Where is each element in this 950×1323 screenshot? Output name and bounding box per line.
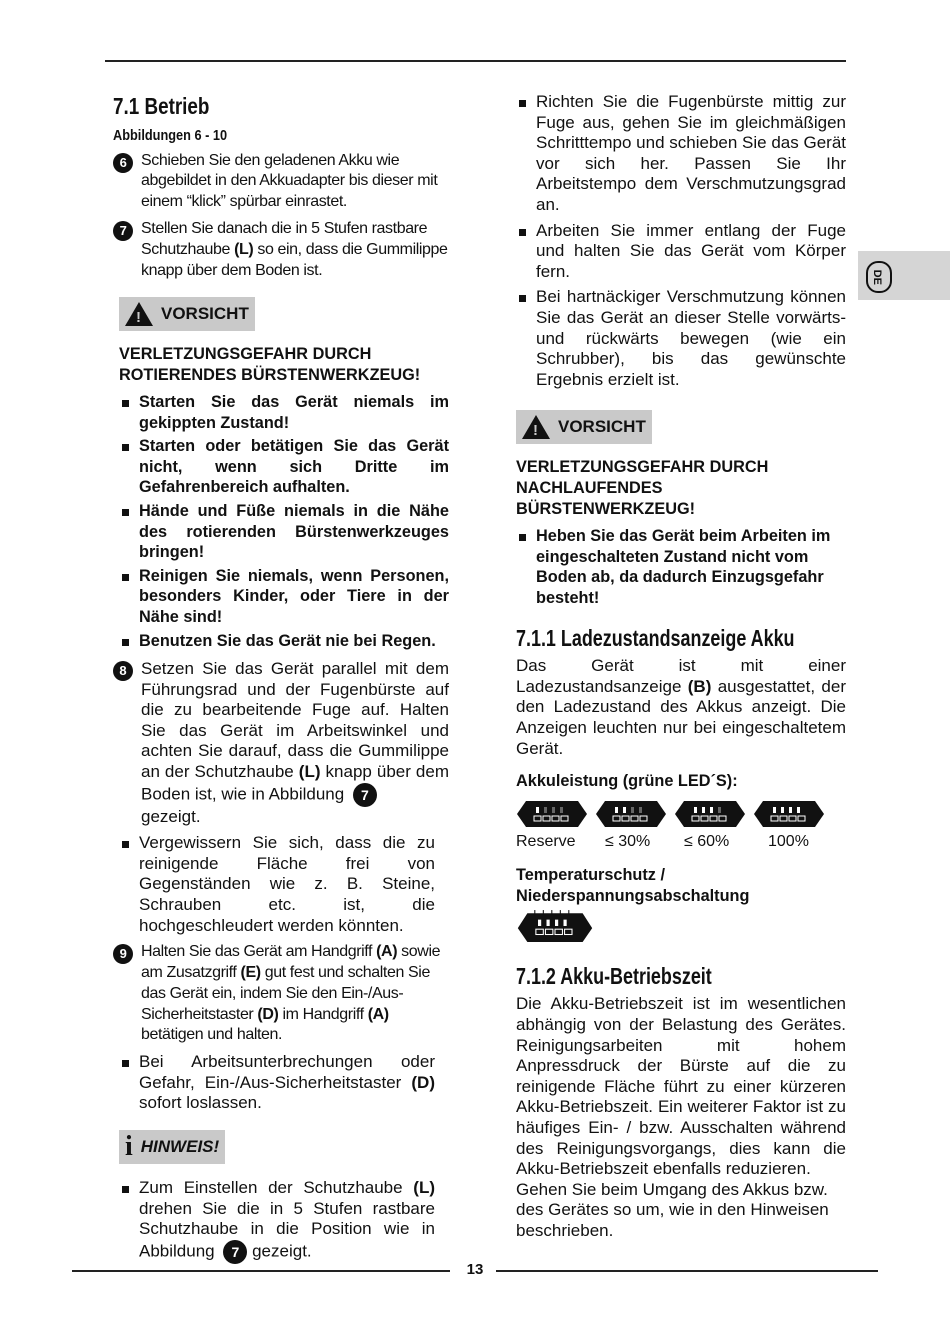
top-rule	[105, 60, 846, 62]
section-heading: 7.1 Betrieb	[113, 93, 210, 119]
warning-title: VERLETZUNGSGEFAHR DURCH ROTIERENDES BÜRSTENWERKZEUG!	[119, 344, 421, 384]
step-text: Halten Sie das Gerät am Handgriff (A) sowie am Zusatzgriff (E) gut fest und schalten Sie das Gerät ein, indem Sie den Ein-/Aus-Sicherheitstaster (D) im Handgriff (A) betätigen und halten.	[141, 943, 441, 1044]
list-item: Heben Sie das Gerät beim Arbeiten im eingeschalteten Zustand nicht vom Boden ab, da dadurch Einzugsgefahr besteht!	[516, 526, 846, 608]
battery-label-60: ≤ 60%	[684, 833, 730, 851]
battery-title: Akkuleistung (grüne LED´S):	[516, 772, 738, 791]
temperature-warning-indicator-icon	[516, 909, 594, 943]
list-item: Benutzen Sie das Gerät nie bei Regen.	[119, 631, 449, 652]
step-9	[113, 942, 449, 1046]
step-number: 8	[113, 661, 133, 681]
list-item: Bei hartnäckiger Verschmutzung können Sie das Gerät an dieser Stelle vorwärts- und rückwärts bewegen (wie ein Schrubber), bis das gewünschte Ergebnis erzielt ist.	[516, 287, 846, 390]
warning-label: VORSICHT	[161, 304, 249, 324]
warning-icon: !	[522, 415, 550, 439]
warning-list	[516, 526, 846, 608]
list-item: Zum Einstellen der Schutzhaube (L) drehen Sie die in 5 Stufen rastbare Schutzhaube in die Position wie in Abbildung 7 gezeigt.	[119, 1178, 435, 1264]
warning-list	[119, 392, 449, 651]
list-item: Arbeiten Sie immer entlang der Fuge und halten Sie das Gerät vom Körper fern.	[516, 221, 846, 283]
step-7	[113, 219, 449, 281]
list-item: Hände und Füße niemals in die Nähe des rotierenden Bürstenwerkzeuges bringen!	[119, 501, 449, 563]
battery-indicator-60-icon	[674, 800, 746, 828]
step-text: Schieben Sie den geladenen Akku wie abgebildet in den Akkuadapter bis dieser mit einem “klick” spürbar einrastet.	[141, 151, 438, 211]
warning-icon: !	[125, 302, 153, 326]
list-item: Reinigen Sie niemals, wenn Personen, besonders Kinder, oder Tiere in der Nähe sind!	[119, 566, 449, 628]
step-number: 7	[113, 221, 133, 241]
note-box	[119, 1130, 225, 1164]
battery-labels	[516, 832, 846, 853]
battery-indicator-100-icon	[753, 800, 825, 828]
step-number: 9	[113, 944, 133, 964]
info-icon: i	[125, 1130, 133, 1162]
list-item: Bei Arbeitsunterbrechungen oder Gefahr, Ein-/Aus-Sicherheitstaster (D) sofort loslassen.	[119, 1052, 435, 1114]
step-8	[113, 659, 449, 827]
left-column	[113, 92, 449, 1264]
warning-label: VORSICHT	[558, 417, 646, 437]
warning-title: VERLETZUNGSGEFAHR DURCH NACHLAUFENDES BÜRSTENWERKZEUG!	[516, 457, 769, 518]
footer-rule-right	[496, 1270, 878, 1272]
language-tab	[858, 251, 950, 300]
right-column	[516, 92, 846, 1242]
list-item: Starten Sie das Gerät niemals im gekippten Zustand!	[119, 392, 449, 433]
battery-indicator-reserve-icon	[516, 800, 588, 828]
figure-ref-badge: 7	[353, 783, 377, 807]
step-text: Setzen Sie das Gerät parallel mit dem Führungsrad und der Fugenbürste auf die zu bearbeitende Fuge auf. Halten Sie das Gerät im Arbeitswinkel und achten Sie darauf, dass die Gummilippe an der Schutzhaube (L) knapp über dem Boden ist, wie in Abbildung 7 gezeigt.	[141, 659, 449, 826]
list-item: Starten oder betätigen Sie das Gerät nicht, wenn sich Dritte im Gefahrenbereich aufhalten.	[119, 436, 449, 498]
list-item: Vergewissern Sie sich, dass die zu reinigende Fläche frei von Gegenständen wie z. B. Steine, Schrauben etc. ist, die hochgeschleudert werden könnten.	[119, 833, 435, 936]
step-6	[113, 151, 449, 213]
list-item: Richten Sie die Fugenbürste mittig zur Fuge aus, gehen Sie im gleichmäßigen Schritttempo und schieben Sie das Gerät vor sich her. Passen Sie Ihr Arbeitstempo dem Verschmutzungsgrad an.	[516, 92, 846, 216]
warning-box	[119, 297, 255, 331]
footer-rule-left	[72, 1270, 450, 1272]
temperature-title: Temperaturschutz / Niederspannungsabschaltung	[516, 865, 750, 905]
figures-reference: Abbildungen 6 - 10	[113, 127, 228, 144]
paragraph: Die Akku-Betriebszeit ist im wesentlichen abhängig von der Belastung des Gerätes. Reinigungsarbeiten mit hohem Anpressdruck der Bürste auf die zu reinigende Fläche führt zu einer kürzeren Akku-Betriebszeit. Ein weiterer Faktor ist zu häufiges Ein- / bzw. Ausschalten während des Reinigungsvorgangs, dies kann die Akku-Betriebszeit ebenfalls reduzieren.	[516, 994, 846, 1179]
figure-ref-badge: 7	[223, 1240, 247, 1264]
battery-label-100: 100%	[768, 833, 809, 851]
note-label: HINWEIS!	[140, 1136, 220, 1156]
battery-indicators	[516, 800, 846, 828]
warning-box	[516, 410, 652, 444]
subsection-heading: 7.1.2 Akku-Betriebszeit	[516, 963, 712, 990]
page-number: 13	[466, 1261, 484, 1278]
step-text: Stellen Sie danach die in 5 Stufen rastbare Schutzhaube (L) so ein, dass die Gummilippe knapp über dem Boden ist.	[141, 219, 448, 279]
battery-indicator-30-icon	[595, 800, 667, 828]
battery-label-reserve: Reserve	[516, 833, 576, 851]
paragraph: Das Gerät ist mit einer Ladezustandsanzeige (B) ausgestattet, der den Ladezustand des Akkus anzeigt. Die Anzeigen leuchten nur bei eingeschaltetem Gerät.	[516, 656, 846, 758]
subsection-heading: 7.1.1 Ladezustandsanzeige Akku	[516, 625, 795, 652]
language-label: DE	[870, 269, 883, 285]
battery-label-30: ≤ 30%	[605, 833, 651, 851]
paragraph: Gehen Sie beim Umgang des Akkus bzw. des Gerätes so um, wie in den Hinweisen beschrieben.	[516, 1179, 829, 1240]
language-badge	[866, 261, 892, 293]
step-number: 6	[113, 153, 133, 173]
